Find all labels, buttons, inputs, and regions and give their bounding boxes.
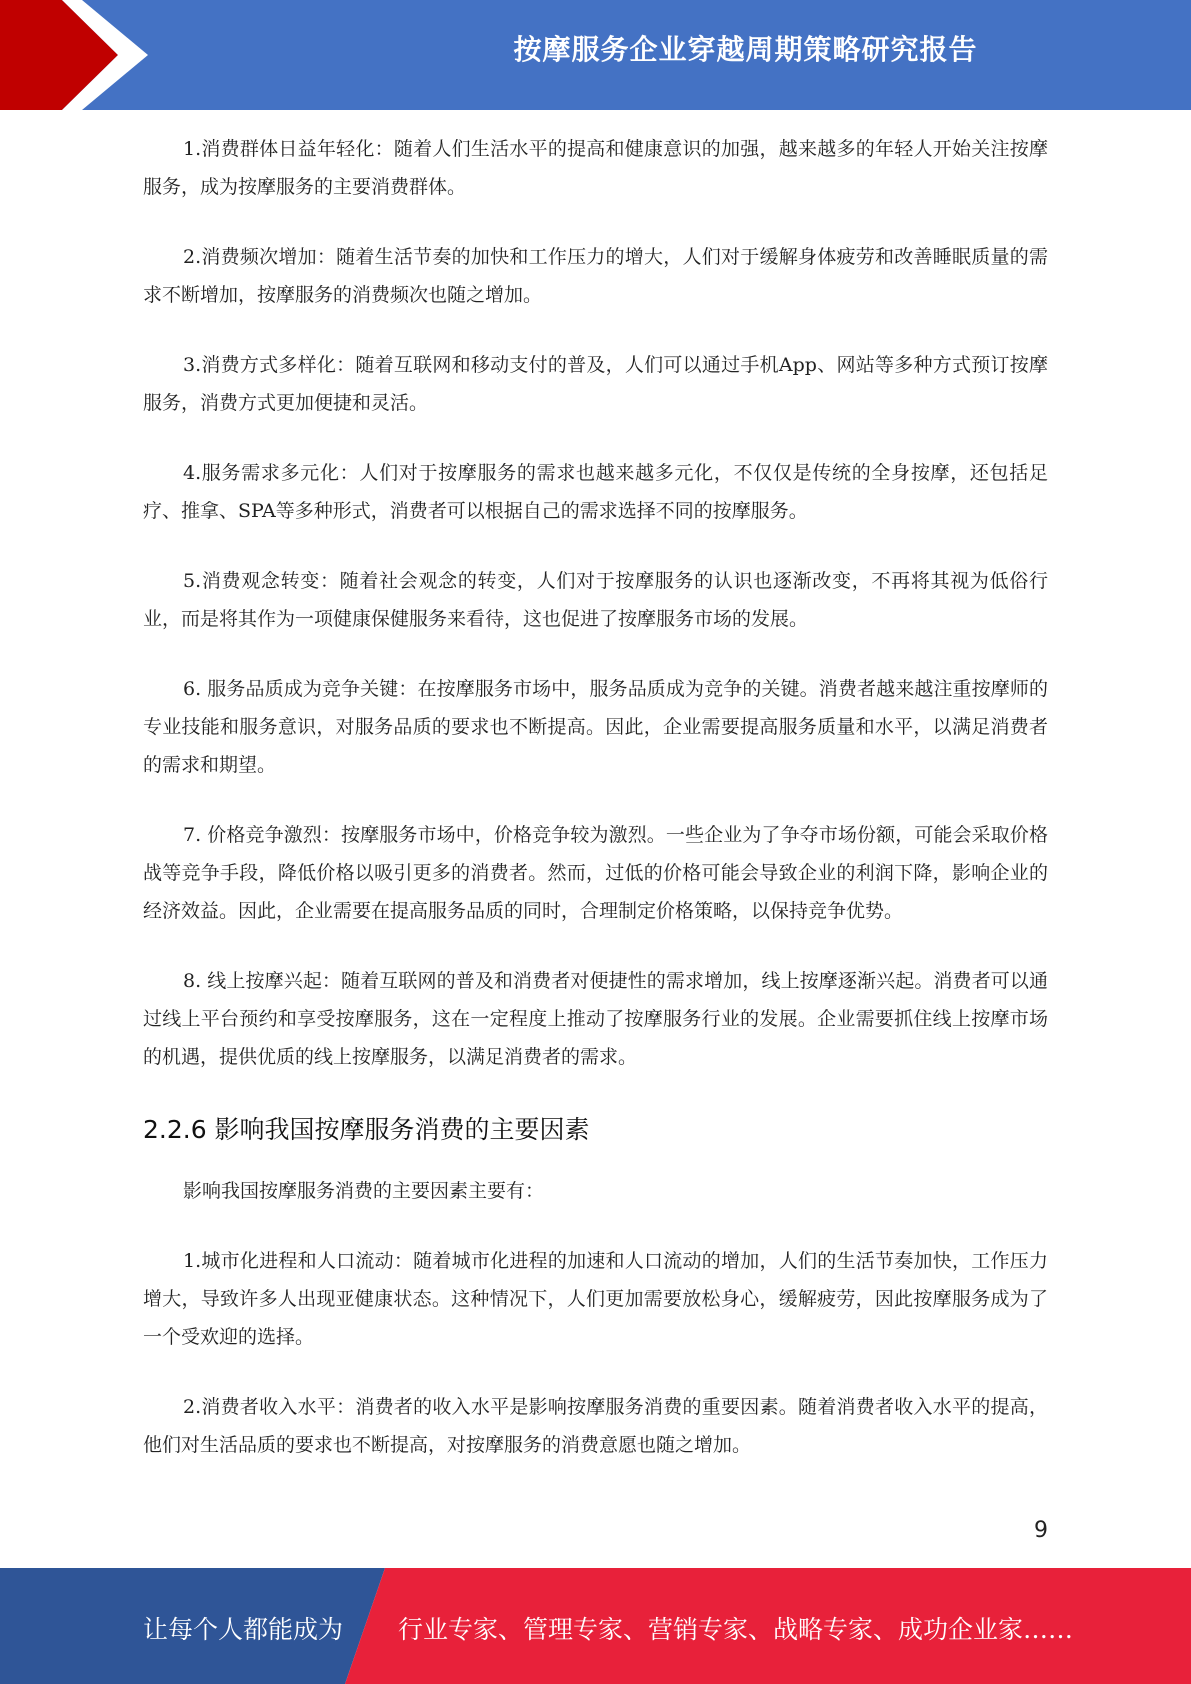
paragraph-5: 5.消费观念转变：随着社会观念的转变，人们对于按摩服务的认识也逐渐改变，不再将其视为低俗行业，而是将其作为一项健康保健服务来看待，这也促进了按摩服务市场的发展。 — [143, 570, 1048, 630]
section-paragraph-1: 1.城市化进程和人口流动：随着城市化进程的加速和人口流动的增加，人们的生活节奏加快，工作压力增大，导致许多人出现亚健康状态。这种情况下，人们更加需要放松身心，缓解疲劳，因此按摩服务成为了一个受欢迎的选择。 — [143, 1250, 1048, 1348]
section-intro: 影响我国按摩服务消费的主要因素主要有： — [183, 1180, 545, 1202]
page-footer — [0, 1568, 1191, 1684]
paragraph-4: 4.服务需求多元化：人们对于按摩服务的需求也越来越多元化，不仅仅是传统的全身按摩，还包括足疗、推拿、SPA等多种形式，消费者可以根据自己的需求选择不同的按摩服务。 — [143, 462, 1048, 522]
paragraph-6: 6. 服务品质成为竞争关键：在按摩服务市场中，服务品质成为竞争的关键。消费者越来越注重按摩师的专业技能和服务意识，对服务品质的要求也不断提高。因此，企业需要提高服务质量和水平，以满足消费者的需求和期望。 — [143, 678, 1048, 776]
paragraph-1: 1.消费群体日益年轻化：随着人们生活水平的提高和健康意识的加强，越来越多的年轻人开始关注按摩服务，成为按摩服务的主要消费群体。 — [143, 138, 1048, 198]
page-content — [143, 130, 1048, 1496]
paragraph-8: 8. 线上按摩兴起：随着互联网的普及和消费者对便捷性的需求增加，线上按摩逐渐兴起。消费者可以通过线上平台预约和享受按摩服务，这在一定程度上推动了按摩服务行业的发展。企业需要抓住线上按摩市场的机遇，提供优质的线上按摩服务，以满足消费者的需求。 — [143, 970, 1048, 1068]
section-heading: 2.2.6 影响我国按摩服务消费的主要因素 — [143, 1115, 590, 1144]
report-title: 按摩服务企业穿越周期策略研究报告 — [513, 33, 978, 66]
paragraph-7: 7. 价格竞争激烈：按摩服务市场中，价格竞争较为激烈。一些企业为了争夺市场份额，可能会采取价格战等竞争手段，降低价格以吸引更多的消费者。然而，过低的价格可能会导致企业的利润下降，影响企业的经济效益。因此，企业需要在提高服务品质的同时，合理制定价格策略，以保持竞争优势。 — [143, 824, 1048, 922]
paragraph-3: 3.消费方式多样化：随着互联网和移动支付的普及，人们可以通过手机App、网站等多种方式预订按摩服务，消费方式更加便捷和灵活。 — [143, 354, 1048, 414]
footer-slogan-left: 让每个人都能成为 — [143, 1615, 344, 1644]
footer-slogan-right: 行业专家、管理专家、营销专家、战略专家、成功企业家…… — [398, 1615, 1074, 1644]
section-paragraph-2: 2.消费者收入水平：消费者的收入水平是影响按摩服务消费的重要因素。随着消费者收入水平的提高，他们对生活品质的要求也不断提高，对按摩服务的消费意愿也随之增加。 — [143, 1396, 1048, 1456]
paragraph-2: 2.消费频次增加：随着生活节奏的加快和工作压力的增大，人们对于缓解身体疲劳和改善睡眠质量的需求不断增加，按摩服务的消费频次也随之增加。 — [143, 246, 1048, 306]
page-header — [0, 0, 1191, 110]
page-number: 9 — [1034, 1518, 1048, 1543]
